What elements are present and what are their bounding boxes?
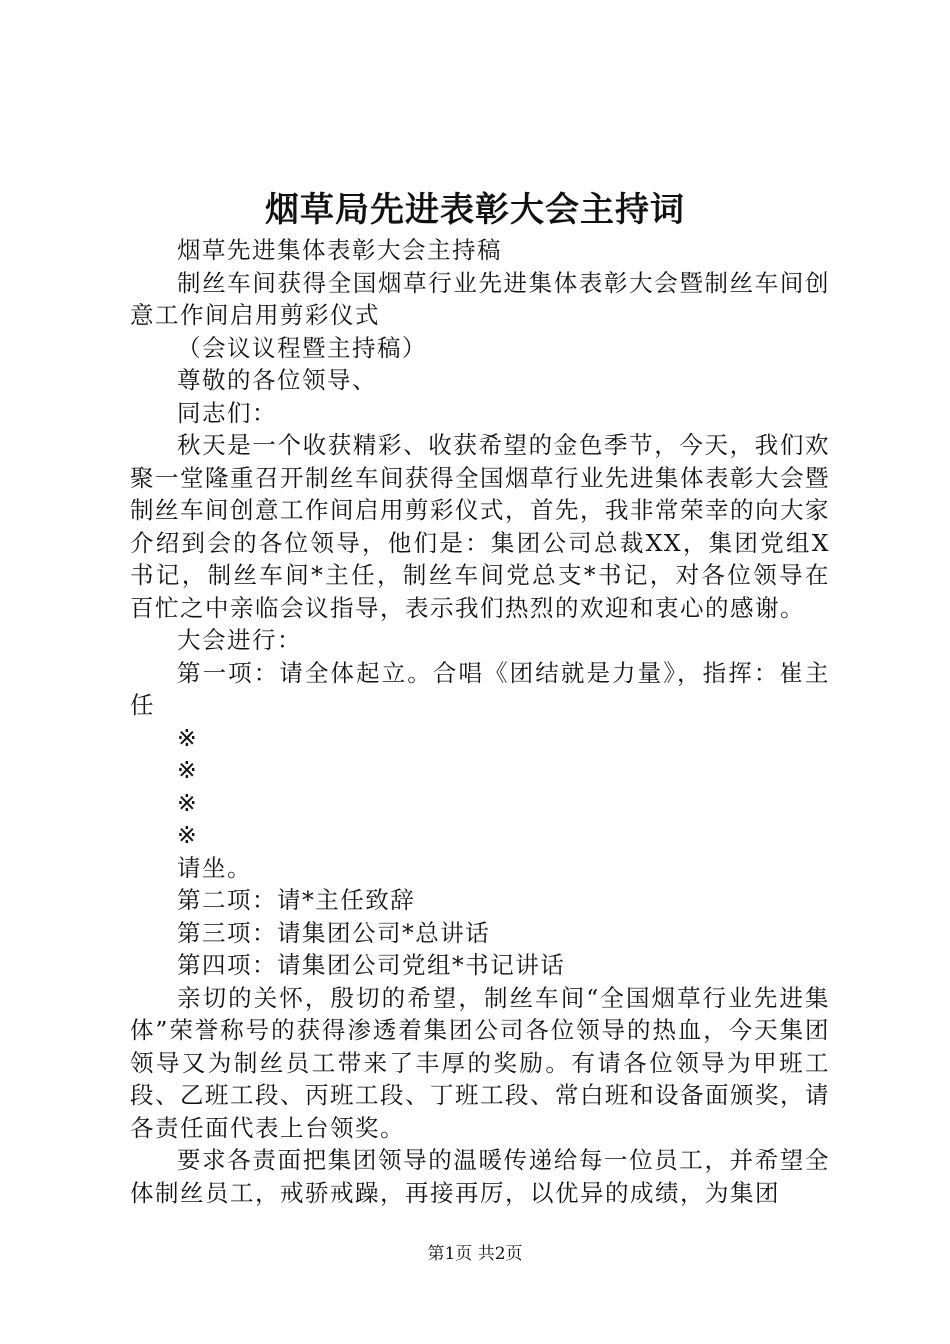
page-footer: 第1页 共2页 [427,1244,523,1264]
paragraph: （会议议程暨主持稿） [177,333,427,362]
document-title: 烟草局先进表彰大会主持词 [265,190,685,230]
paragraph: ※ [177,788,199,817]
paragraph: 烟草先进集体表彰大会主持稿 [177,236,502,264]
paragraph: ※ [177,723,199,752]
paragraph: ※ [177,756,199,784]
paragraph: 亲切的关怀，殷切的希望，制丝车间“全国烟草行业先进集体”荣誉称号的获得渗透着集团公司各位领导的热血，今天集团领导又为制丝员工带来了丰厚的奖励。有请各位领导为甲班工段、乙班工段、丙班工段、丁班工段、常白班和设备面颁奖，请各责任面代表上台领奖。 [130,983,830,1142]
document-body [130,234,830,1209]
paragraph: 第四项：请集团公司党组*书记讲话 [177,951,566,979]
paragraph: 请坐。 [177,853,252,882]
paragraph: 同志们： [177,398,277,427]
paragraph: 第二项：请*主任致辞 [177,886,416,914]
paragraph: 尊敬的各位领导、 [177,366,377,394]
paragraph: 大会进行： [177,626,302,654]
paragraph: 要求各责面把集团领导的温暖传递给每一位员工，并希望全体制丝员工，戒骄戒躁，再接再厉，以优异的成绩，为集团 [130,1146,830,1207]
paragraph: 第三项：请集团公司*总讲话 [177,918,491,947]
paragraph: 制丝车间获得全国烟草行业先进集体表彰大会暨制丝车间创意工作间启用剪彩仪式 [130,268,830,329]
paragraph: ※ [177,821,199,849]
paragraph: 第一项：请全体起立。合唱《团结就是力量》，指挥：崔主任 [130,658,830,719]
paragraph: 秋天是一个收获精彩、收获希望的金色季节，今天，我们欢聚一堂隆重召开制丝车间获得全国烟草行业先进集体表彰大会暨制丝车间创意工作间启用剪彩仪式，首先，我非常荣幸的向大家介绍到会的各位领导，他们是：集团公司总裁XX，集团党组X书记，制丝车间*主任，制丝车间党总支*书记，对各位领导在百忙之中亲临会议指导，表示我们热烈的欢迎和衷心的感谢。 [130,431,830,622]
